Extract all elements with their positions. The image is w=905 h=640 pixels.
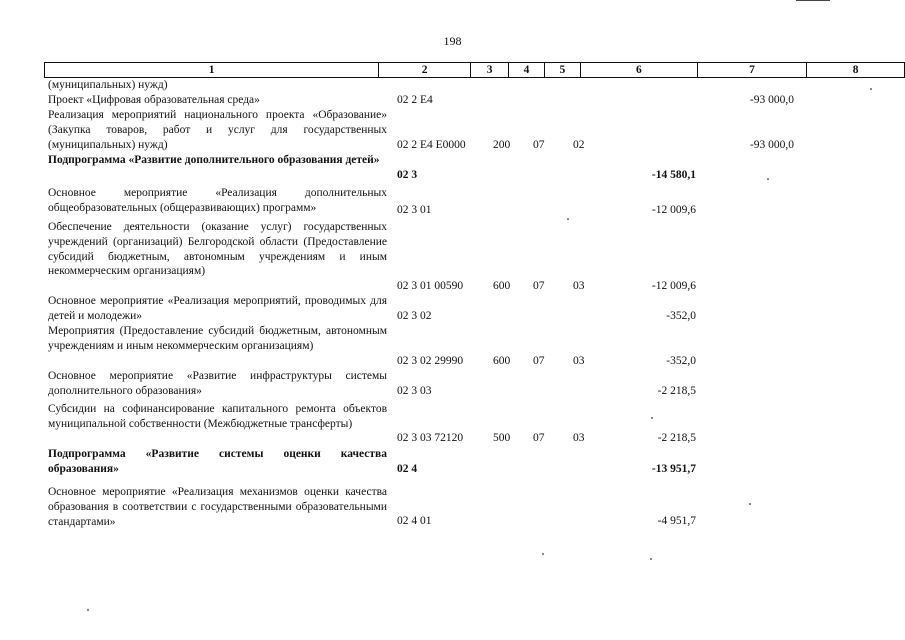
row-description: Основное мероприятие «Развитие инфраструктуры системы дополнительного образования» <box>48 370 387 397</box>
row-code: 02 3 <box>397 169 418 181</box>
row-col6: -352,0 <box>666 355 696 367</box>
column-header: 3 <box>471 63 509 78</box>
row-description: Проект «Цифровая образовательная среда» <box>48 94 260 106</box>
row-description: (муниципальных) нужд) <box>48 79 168 91</box>
corner-mark <box>796 0 830 1</box>
row-vr: 200 <box>493 139 511 151</box>
row-col7: -93 000,0 <box>749 94 794 106</box>
row-code: 02 4 <box>397 463 418 475</box>
row-col6: -13 951,7 <box>651 463 696 475</box>
scan-speck <box>749 503 751 505</box>
scan-speck <box>87 609 89 611</box>
row-vr: 600 <box>493 280 511 292</box>
row-description: Основное мероприятие «Реализация дополнительных общеобразовательных (общеразвивающих) программ» <box>48 187 387 214</box>
row-vr: 600 <box>493 355 511 367</box>
column-header: 4 <box>509 63 545 78</box>
row-description: Мероприятия (Предоставление субсидий бюджетным, автономным учреждениям и иным некоммерческим организациям) <box>48 325 387 352</box>
row-code: 02 3 03 72120 <box>397 432 464 444</box>
row-code: 02 3 03 <box>397 385 432 397</box>
row-code: 02 3 01 <box>397 204 432 216</box>
row-rz: 07 <box>533 355 545 367</box>
row-description: Основное мероприятие «Реализация механизмов оценки качества образования в соответствии с государственными образовательными стандартами» <box>48 486 387 528</box>
scan-speck <box>870 88 872 90</box>
row-vr: 500 <box>493 432 511 444</box>
row-code: 02 2 E4 <box>397 94 433 106</box>
row-code: 02 3 02 <box>397 310 432 322</box>
row-col6: -352,0 <box>666 310 696 322</box>
row-description: Обеспечение деятельности (оказание услуг) государственных учреждений (организаций) Белгородской области (Предоставление субсидий бюджетным, автономным учреждениям и иным некоммерческим организациям) <box>48 221 387 278</box>
scan-speck <box>651 417 653 419</box>
scan-speck <box>567 218 569 220</box>
column-header: 1 <box>45 63 379 78</box>
row-description: Реализация мероприятий национального проекта «Образование» (Закупка товаров, работ и услуг для государственных (муниципальных) нужд) <box>48 109 387 151</box>
row-pr: 03 <box>573 432 585 444</box>
row-col6: -2 218,5 <box>657 432 696 444</box>
column-header-table <box>44 62 905 78</box>
row-col6: -4 951,7 <box>657 515 696 527</box>
row-description: Субсидии на софинансирование капитального ремонта объектов муниципальной собственности (Межбюджетные трансферты) <box>48 403 387 430</box>
row-rz: 07 <box>533 432 545 444</box>
row-code: 02 4 01 <box>397 515 432 527</box>
row-col6: -14 580,1 <box>651 169 696 181</box>
scan-speck <box>542 553 544 555</box>
row-description: Подпрограмма «Развитие системы оценки качества образования» <box>48 448 387 475</box>
scan-speck <box>767 178 769 180</box>
row-pr: 03 <box>573 355 585 367</box>
row-pr: 02 <box>573 139 585 151</box>
column-header: 6 <box>580 63 697 78</box>
column-header: 7 <box>697 63 806 78</box>
row-code: 02 3 02 29990 <box>397 355 464 367</box>
row-rz: 07 <box>533 139 545 151</box>
column-header: 5 <box>544 63 580 78</box>
row-col7: -93 000,0 <box>749 139 794 151</box>
row-col6: -2 218,5 <box>657 385 696 397</box>
row-rz: 07 <box>533 280 545 292</box>
row-code: 02 2 E4 E0000 <box>397 139 466 151</box>
row-code: 02 3 01 00590 <box>397 280 464 292</box>
scan-speck <box>650 558 652 560</box>
column-header: 8 <box>807 63 905 78</box>
row-col6: -12 009,6 <box>651 280 696 292</box>
page-number: 198 <box>443 34 462 48</box>
row-pr: 03 <box>573 280 585 292</box>
row-description: Подпрограмма «Развитие дополнительного образования детей» <box>48 154 380 166</box>
row-description: Основное мероприятие «Реализация мероприятий, проводимых для детей и молодежи» <box>48 295 387 322</box>
row-col6: -12 009,6 <box>651 204 696 216</box>
column-header: 2 <box>379 63 471 78</box>
